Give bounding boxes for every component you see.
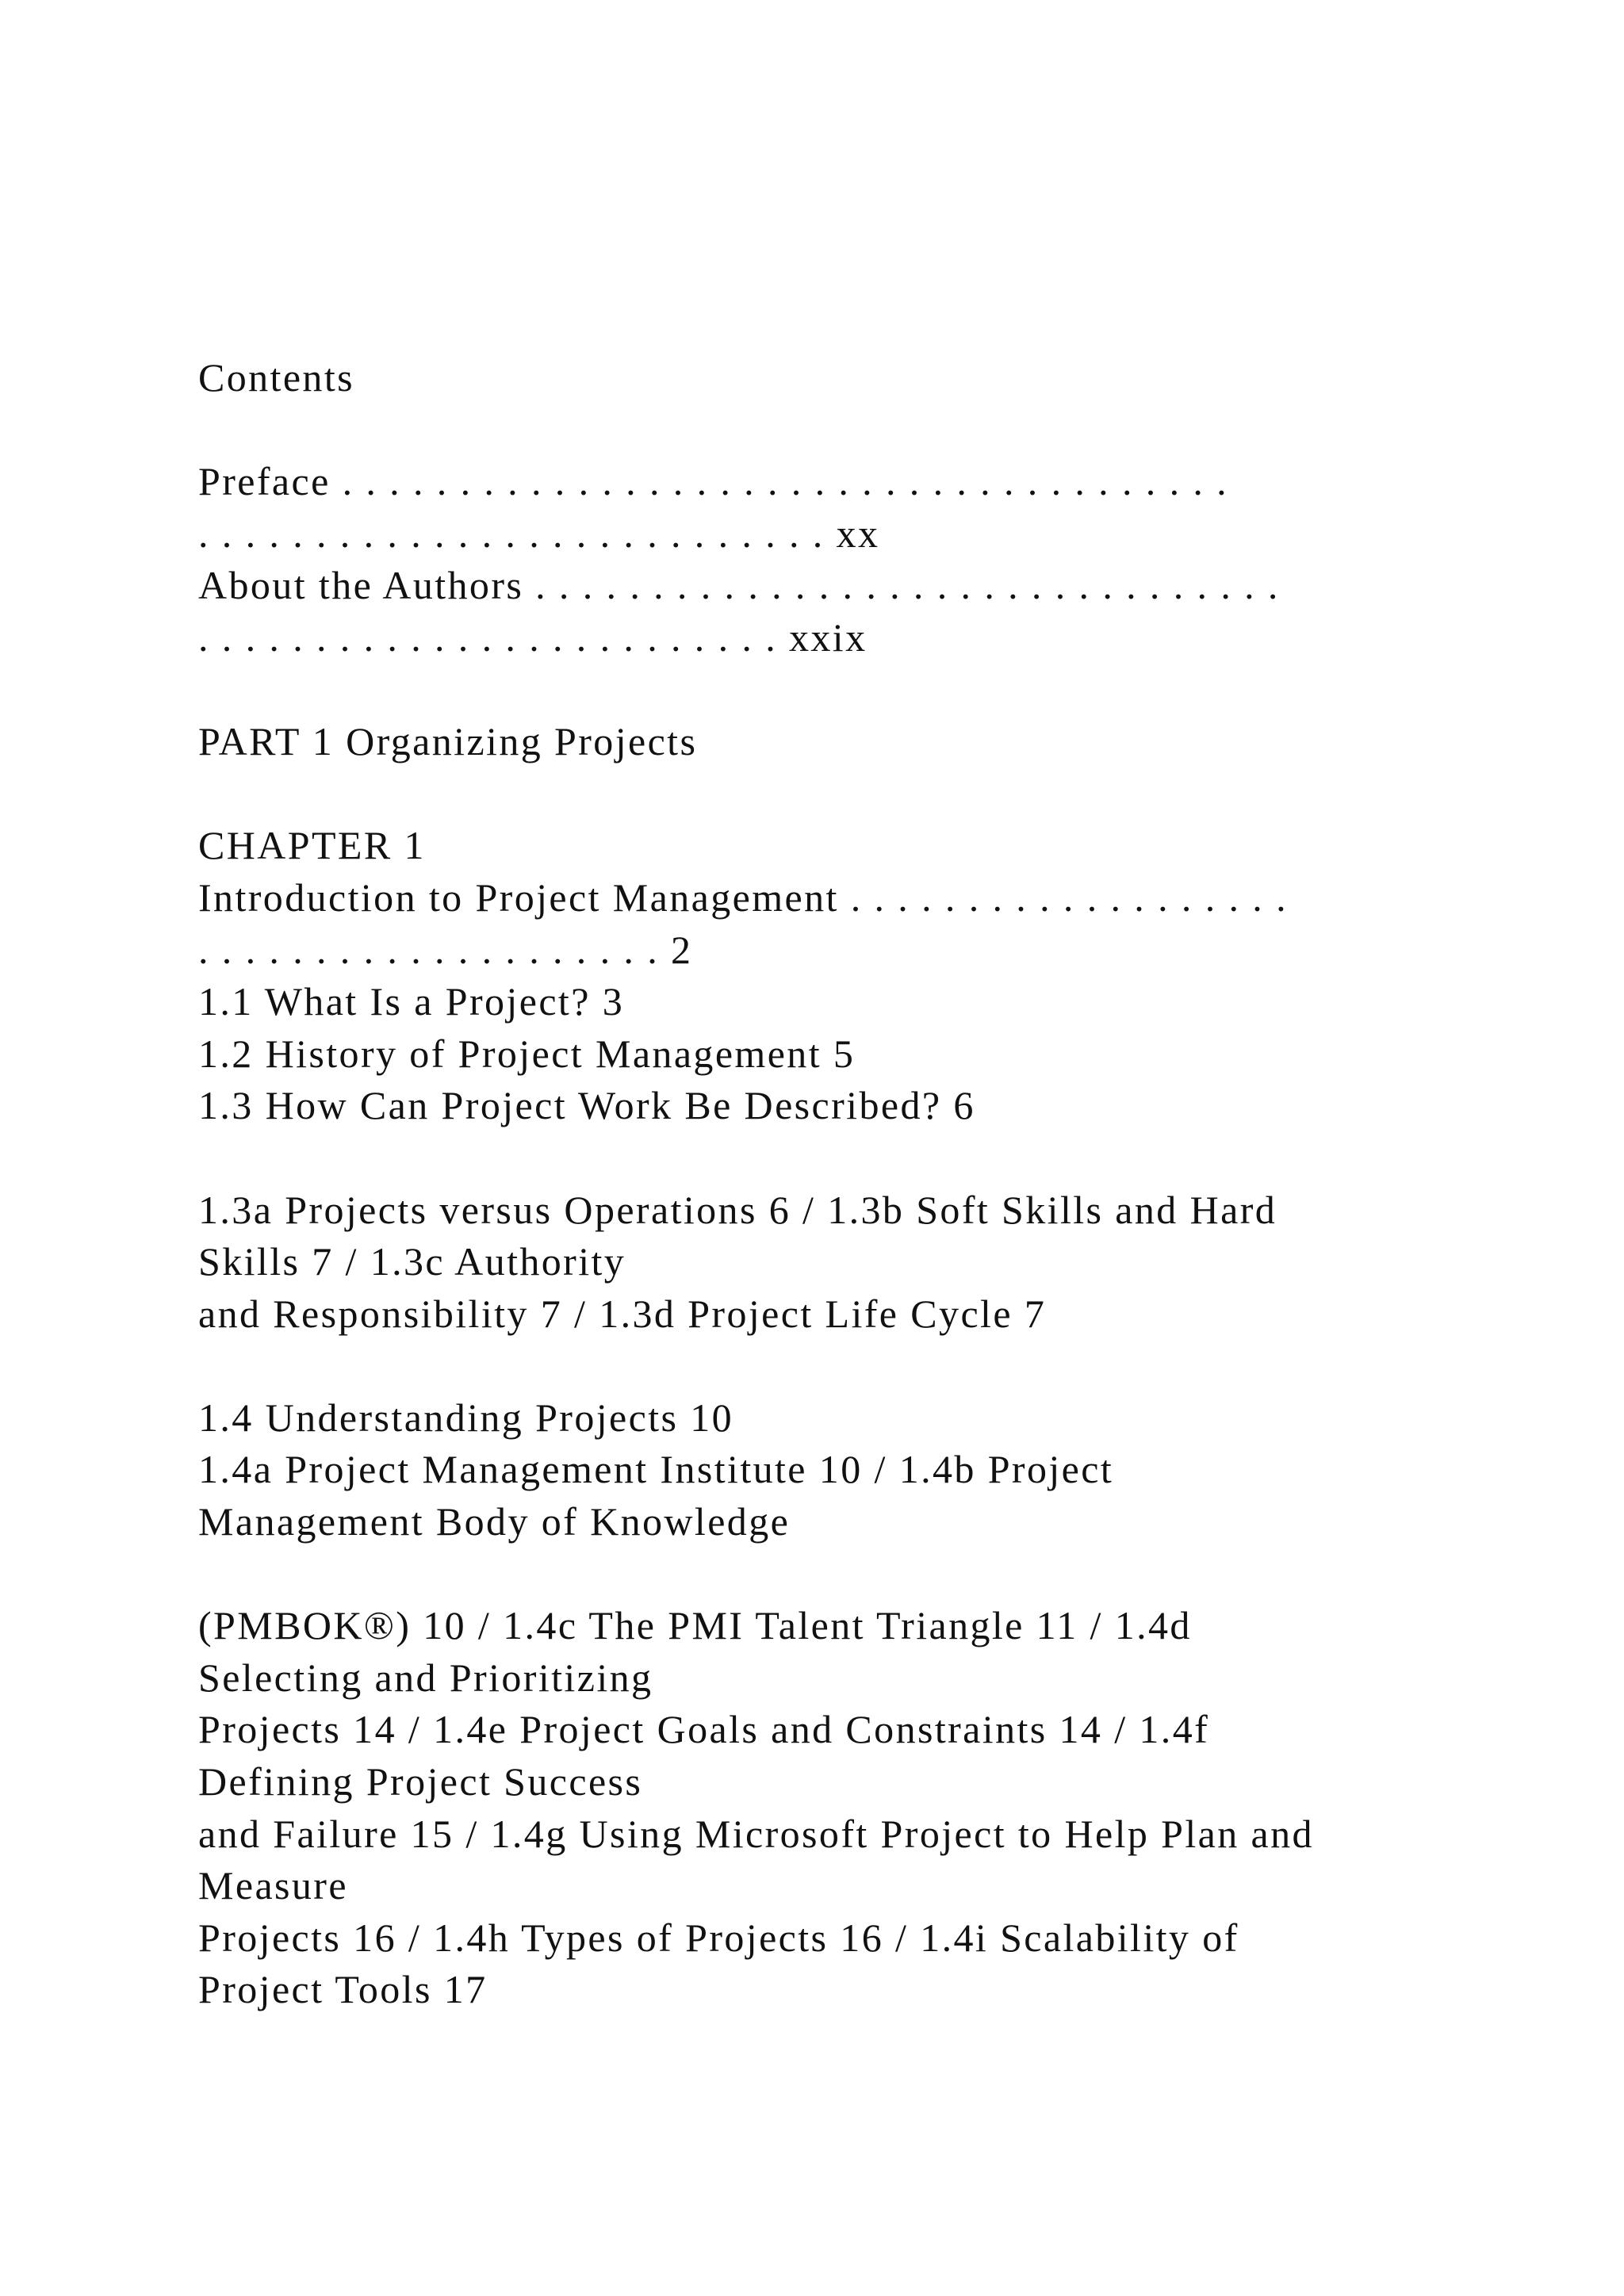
page-title: Contents	[198, 355, 354, 400]
toc-subsection-line: Management Body of Knowledge	[198, 1499, 791, 1544]
spacer	[198, 664, 1499, 717]
chapter-label: CHAPTER 1	[198, 823, 426, 868]
toc-subsection-line: and Failure 15 / 1.4g Using Microsoft Project to Help Plan and	[198, 1811, 1314, 1856]
toc-subsection-line: 1.3a Projects versus Operations 6 / 1.3b Soft Skills and Hard	[198, 1187, 1277, 1232]
toc-subsection-line: 1.4a Project Management Institute 10 / 1.4b Project	[198, 1447, 1114, 1492]
spacer	[198, 768, 1499, 821]
toc-subsection-line: Selecting and Prioritizing	[198, 1655, 653, 1700]
toc-entry-about-authors: About the Authors . . . . . . . . . . . . . . . . . . . . . . . . . . . . . . . .	[198, 563, 1280, 608]
spacer	[198, 1340, 1499, 1392]
toc-subsection-line: Project Tools 17	[198, 1967, 488, 2012]
toc-section: 1.3 How Can Project Work Be Described? 6	[198, 1083, 975, 1128]
toc-subsection-line: Projects 14 / 1.4e Project Goals and Constraints 14 / 1.4f	[198, 1707, 1210, 1752]
toc-entry-preface: Preface . . . . . . . . . . . . . . . . . . . . . . . . . . . . . . . . . . . . . .	[198, 459, 1229, 504]
chapter-title-continued: . . . . . . . . . . . . . . . . . . . . 2	[198, 927, 693, 972]
toc-subsection-line: Measure	[198, 1863, 348, 1908]
toc-subsection-line: Defining Project Success	[198, 1759, 643, 1804]
toc-entry-preface-continued: . . . . . . . . . . . . . . . . . . . . . . . . . . . xx	[198, 511, 880, 556]
toc-subsection-line: and Responsibility 7 / 1.3d Project Life Cycle 7	[198, 1291, 1047, 1336]
spacer	[198, 1548, 1499, 1601]
toc-subsection-line: (PMBOK®) 10 / 1.4c The PMI Talent Triangle 11 / 1.4d	[198, 1603, 1192, 1648]
spacer	[198, 1132, 1499, 1184]
toc-section: 1.1 What Is a Project? 3	[198, 979, 625, 1024]
toc-subsection-line: Projects 16 / 1.4h Types of Projects 16 / 1.4i Scalability of	[198, 1915, 1239, 1960]
part-heading: PART 1 Organizing Projects	[198, 719, 698, 764]
spacer	[198, 404, 1499, 457]
toc-subsection-line: Skills 7 / 1.3c Authority	[198, 1239, 626, 1284]
toc-section: 1.2 History of Project Management 5	[198, 1031, 856, 1076]
toc-section: 1.4 Understanding Projects 10	[198, 1395, 734, 1440]
table-of-contents	[198, 352, 1499, 2016]
chapter-title: Introduction to Project Management . . . . . . . . . . . . . . . . . . .	[198, 874, 1288, 920]
toc-entry-about-authors-continued: . . . . . . . . . . . . . . . . . . . . . . . . . xxix	[198, 614, 868, 660]
